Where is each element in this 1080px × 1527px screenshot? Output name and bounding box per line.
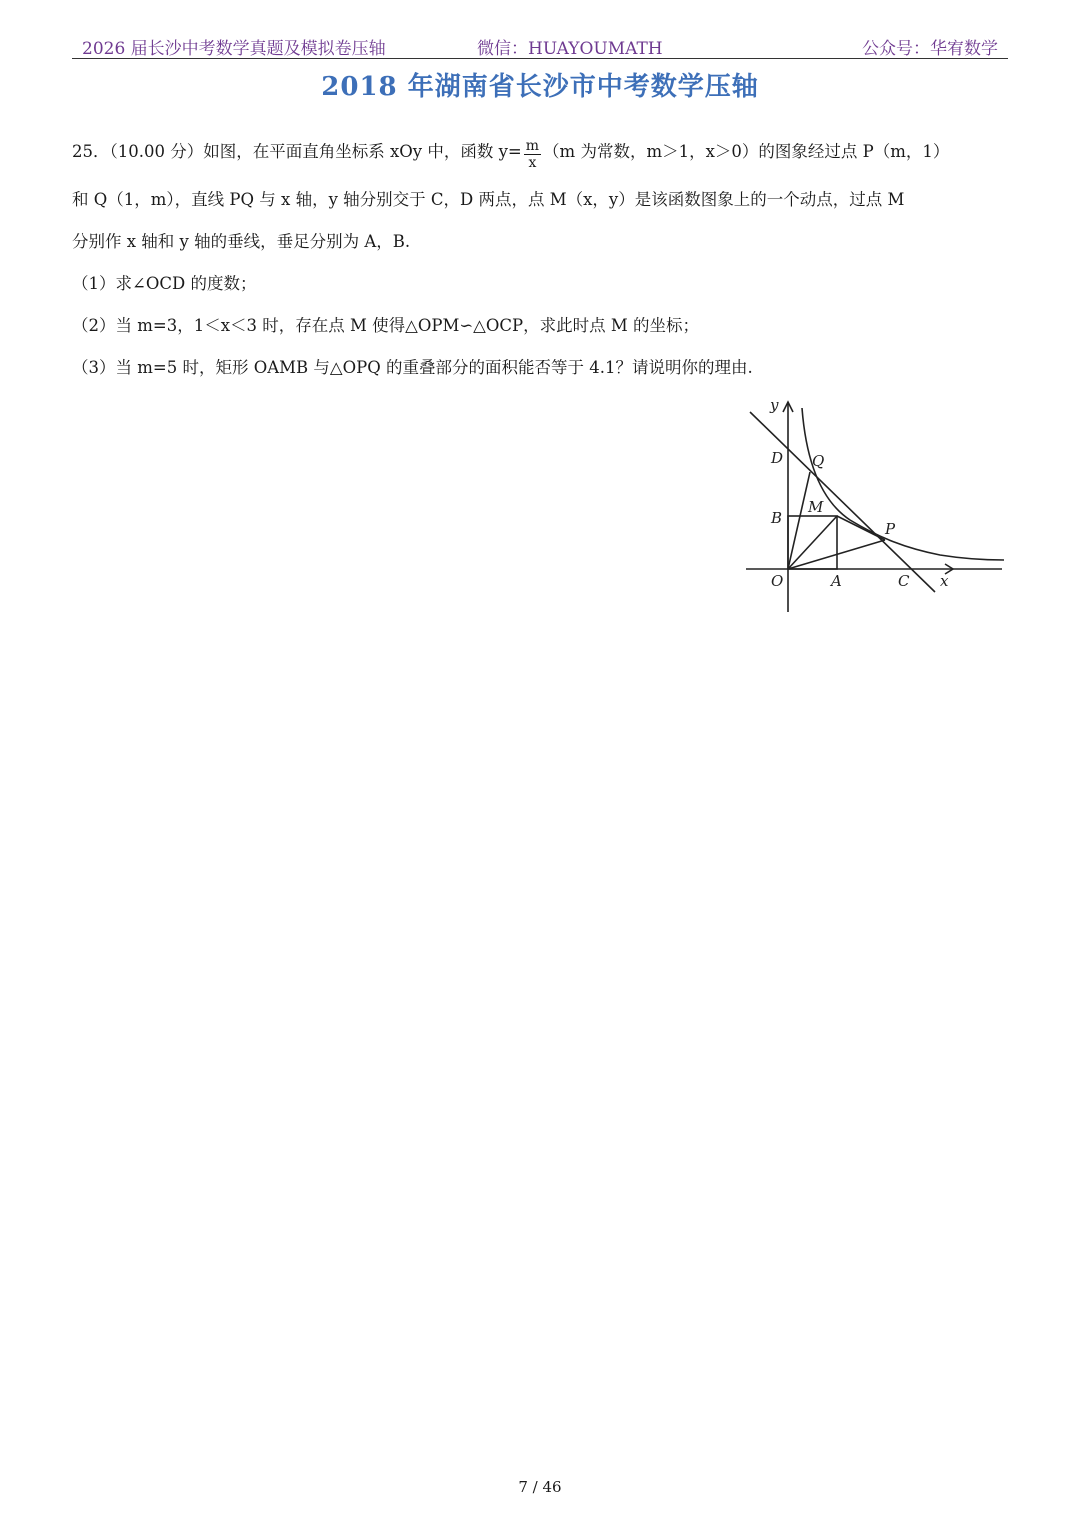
- header-left-text: 2026 届长沙中考数学真题及模拟卷压轴: [82, 39, 386, 59]
- problem-condition-text: （m 为常数，m＞1，x＞0）的图象经过点 P（m，1）: [543, 142, 950, 161]
- label-x: x: [940, 572, 949, 590]
- page-title: 2018 年湖南省长沙市中考数学压轴: [321, 72, 759, 102]
- line-pq: [750, 412, 935, 592]
- header-wechat-text: 微信：HUAYOUMATH: [477, 39, 663, 59]
- label-q: Q: [812, 452, 825, 470]
- header-account-text: 公众号：华宥数学: [862, 39, 998, 59]
- page-number: 7 / 46: [518, 1478, 562, 1496]
- label-d: D: [771, 449, 784, 467]
- label-m: M: [808, 498, 824, 516]
- page-header: [72, 30, 1008, 59]
- question-1: （1）求∠OCD 的度数；: [72, 274, 257, 293]
- label-p: P: [885, 520, 896, 538]
- function-fraction: [524, 138, 541, 171]
- label-a: A: [831, 572, 842, 590]
- question-2: （2）当 m=3，1＜x＜3 时，存在点 M 使得△OPM∽△OCP，求此时点 M 的坐标；: [72, 316, 700, 335]
- problem-line-3: 分别作 x 轴和 y 轴的垂线，垂足分别为 A，B.: [72, 232, 411, 251]
- segment-oq: [788, 472, 810, 569]
- problem-line-1: [72, 136, 949, 169]
- label-c: C: [898, 572, 910, 590]
- problem-line-2: 和 Q（1，m），直线 PQ 与 x 轴，y 轴分别交于 C，D 两点，点 M（x，y）是该函数图象上的一个动点，过点 M: [72, 190, 905, 209]
- label-o: O: [771, 572, 784, 590]
- fraction-numerator: m: [525, 138, 540, 154]
- coordinate-figure: [740, 390, 1010, 620]
- label-y: y: [770, 396, 779, 414]
- hyperbola-curve: [802, 408, 1004, 560]
- fraction-denominator: x: [528, 155, 537, 171]
- problem-intro-text: 25．（10.00 分）如图，在平面直角坐标系 xOy 中，函数 y=: [72, 142, 522, 161]
- question-3: （3）当 m=5 时，矩形 OAMB 与△OPQ 的重叠部分的面积能否等于 4.1？请说明你的理由.: [72, 358, 753, 377]
- label-b: B: [771, 509, 783, 527]
